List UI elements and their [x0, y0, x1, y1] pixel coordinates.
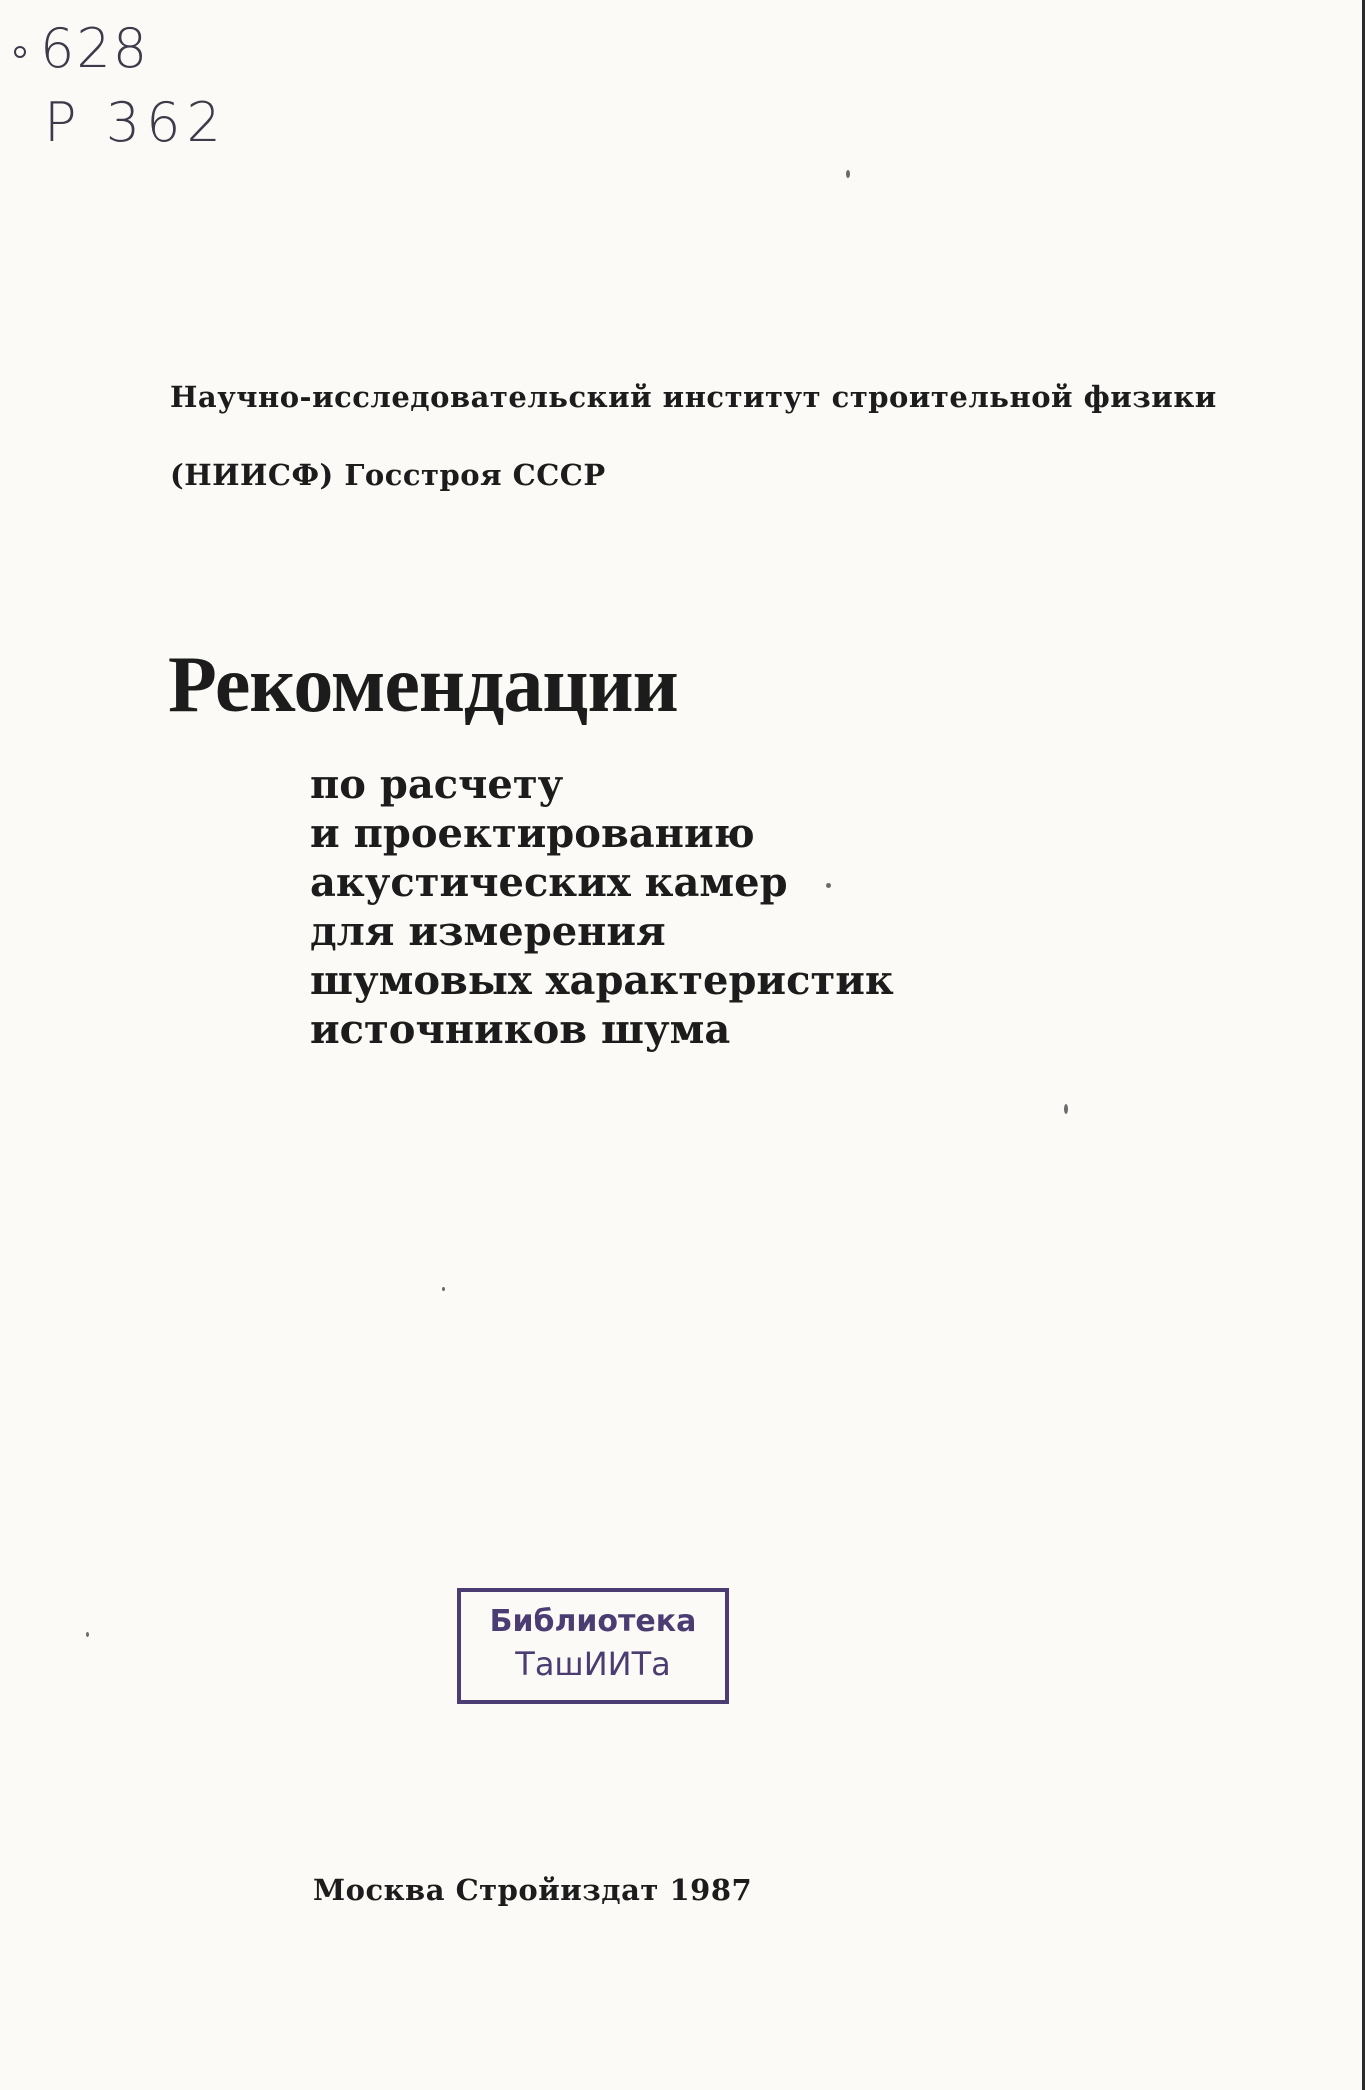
- institute-affiliation: (НИИСФ) Госстроя СССР: [170, 458, 606, 492]
- subtitle-line: акустических камер: [310, 859, 788, 906]
- subtitle-line: шумовых характеристик: [310, 957, 894, 1004]
- paper-speck: [846, 170, 850, 178]
- stamp-line-library: Библиотека: [489, 1604, 697, 1639]
- stamp-line-institution: ТашИИТа: [515, 1645, 671, 1683]
- paper-speck: [86, 1632, 89, 1637]
- document-title: Рекомендации: [168, 641, 678, 729]
- shelfmark-code: Р 362: [44, 91, 227, 154]
- subtitle-line: по расчету: [310, 761, 564, 808]
- paper-speck: [1064, 1104, 1068, 1114]
- shelfmark-number: 628: [40, 17, 150, 80]
- publication-imprint: Москва Стройиздат 1987: [313, 1873, 753, 1907]
- subtitle-line: для измерения: [310, 908, 666, 955]
- paper-speck: [826, 883, 831, 888]
- institute-name: Научно-исследовательский институт строительной физики: [170, 380, 1217, 414]
- subtitle-line: источников шума: [310, 1006, 731, 1053]
- paper-speck: [442, 1287, 445, 1291]
- handwritten-shelfmark: [14, 17, 227, 154]
- library-stamp: [457, 1588, 729, 1704]
- circle-mark-icon: [14, 46, 26, 58]
- subtitle-line: и проектированию: [310, 810, 755, 857]
- document-subtitle: [310, 760, 894, 1054]
